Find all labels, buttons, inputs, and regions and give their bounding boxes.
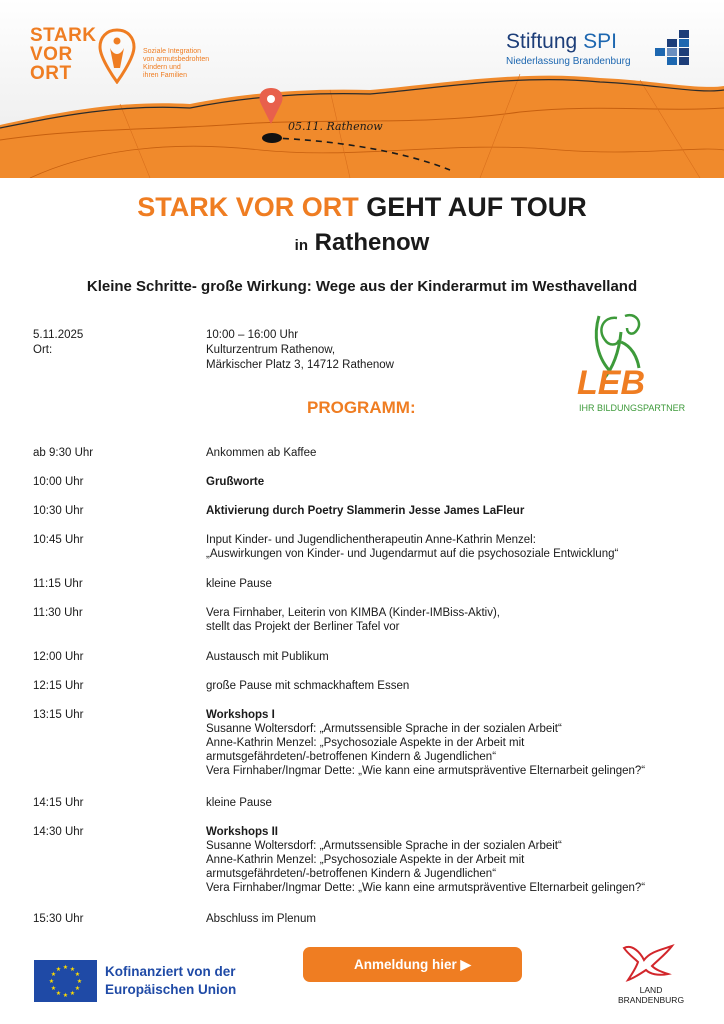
programm-heading: PROGRAMM: [307, 398, 416, 417]
spi-grid-icon [655, 30, 691, 66]
program-time: 10:45 Uhr [33, 534, 84, 546]
program-text: Input Kinder- und Jugendlichentherapeutin Anne-Kathrin Menzel: [206, 534, 536, 546]
program-time: ab 9:30 Uhr [33, 447, 94, 459]
stark-vor-ort-logo: STARK VOR ORT [30, 25, 97, 84]
svg-text:★: ★ [62, 964, 69, 971]
city-heading: in Rathenow [294, 229, 430, 256]
program-text: „Auswirkungen von Kinder- und Jugendarmut auf die psychosoziale Entwicklung“ [206, 548, 619, 560]
program-text: Abschluss im Plenum [206, 913, 316, 925]
program-text: Susanne Woltersdorf: „Armutssensible Sprache in der sozialen Arbeit“ [206, 840, 562, 852]
program-title: Workshops I [206, 709, 275, 721]
program-time: 15:30 Uhr [33, 913, 84, 925]
program-title: Workshops II [206, 826, 278, 838]
tagline: Kleine Schritte- große Wirkung: Wege aus der Kinderarmut im Westhavelland [86, 278, 638, 295]
logo-subtitle: Soziale Integration von armutsbedrohten Kindern und ihren Familien [143, 48, 210, 79]
logo-pin-icon [98, 28, 136, 84]
program-time: 13:15 Uhr [33, 709, 84, 721]
program-text: Ankommen ab Kaffee [206, 447, 317, 459]
program-text: stellt das Projekt der Berliner Tafel vor [206, 621, 400, 633]
event-details-block [206, 328, 394, 373]
program-text: armutsgefährdeten/-betroffenen Kindern & Jugendlichen“ [206, 868, 497, 880]
event-date-block [33, 328, 83, 358]
eu-flag-icon [34, 960, 97, 1002]
svg-text:★: ★ [74, 985, 81, 992]
map-illustration [0, 0, 724, 178]
registration-button[interactable]: Anmeldung hier ▶ [303, 947, 522, 982]
program-text: große Pause mit schmackhaftem Essen [206, 680, 410, 692]
svg-text:★: ★ [69, 990, 76, 997]
svg-text:★: ★ [76, 978, 83, 985]
program-text: Vera Firnhaber/Ingmar Dette: „Wie kann eine armutspräventive Elternarbeit gelingen?“ [206, 765, 646, 777]
program-text: Anne-Kathrin Menzel: „Psychosoziale Aspekte in der Arbeit mit [206, 854, 525, 866]
svg-text:★: ★ [55, 990, 62, 997]
svg-text:★: ★ [48, 978, 55, 985]
program-time: 10:00 Uhr [33, 476, 84, 488]
leb-tagline: IHR BILDUNGSPARTNER [579, 403, 686, 413]
program-text: Susanne Woltersdorf: „Armutssensible Sprache in der sozialen Arbeit“ [206, 723, 562, 735]
program-title: Aktivierung durch Poetry Slammerin Jesse James LaFleur [206, 505, 525, 517]
leb-logo [573, 312, 689, 416]
svg-text:★: ★ [50, 985, 57, 992]
program-text: kleine Pause [206, 578, 272, 590]
program-time: 11:15 Uhr [33, 578, 83, 590]
program-text: Anne-Kathrin Menzel: „Psychosoziale Aspekte in der Arbeit mit [206, 737, 525, 749]
svg-text:★: ★ [74, 971, 81, 978]
stiftung-spi-logo: Stiftung SPI [506, 30, 617, 53]
svg-text:★: ★ [55, 966, 62, 973]
svg-text:★: ★ [69, 966, 76, 973]
program-time: 12:00 Uhr [33, 651, 84, 663]
event-time: 10:00 – 16:00 Uhr [206, 329, 299, 341]
svg-text:★: ★ [50, 971, 57, 978]
event-venue: Kulturzentrum Rathenow, [206, 344, 336, 356]
header-banner [0, 0, 724, 178]
program-time: 14:15 Uhr [33, 797, 84, 809]
svg-text:★: ★ [62, 992, 69, 999]
program-time: 14:30 Uhr [33, 826, 84, 838]
event-date: 5.11.2025 [33, 329, 84, 341]
program-text: armutsgefährdeten/-betroffenen Kindern & Jugendlichen“ [206, 751, 497, 763]
leb-letters: LEB [577, 364, 645, 402]
event-place-label: Ort: [33, 344, 53, 356]
program-time: 10:30 Uhr [33, 505, 84, 517]
event-address: Märkischer Platz 3, 14712 Rathenow [206, 359, 394, 371]
program-title: Grußworte [206, 476, 265, 488]
program-text: Vera Firnhaber/Ingmar Dette: „Wie kann eine armutspräventive Elternarbeit gelingen?“ [206, 882, 646, 894]
program-text: Vera Firnhaber, Leiterin von KIMBA (Kinder-IMBiss-Aktiv), [206, 607, 500, 619]
map-pin-label: 05.11. Rathenow [288, 120, 383, 133]
page-title: STARK VOR ORT GEHT AUF TOUR [137, 192, 587, 222]
brandenburg-eagle-icon [618, 942, 678, 984]
program-time: 12:15 Uhr [33, 680, 84, 692]
spi-branch: Niederlassung Brandenburg [506, 56, 631, 67]
program-text: kleine Pause [206, 797, 272, 809]
land-brandenburg-text: LAND BRANDENBURG [617, 985, 685, 1005]
program-text: Austausch mit Publikum [206, 651, 329, 663]
eu-cofinanced-text: Kofinanziert von der Europäischen Union [105, 964, 237, 997]
program-time: 11:30 Uhr [33, 607, 83, 619]
